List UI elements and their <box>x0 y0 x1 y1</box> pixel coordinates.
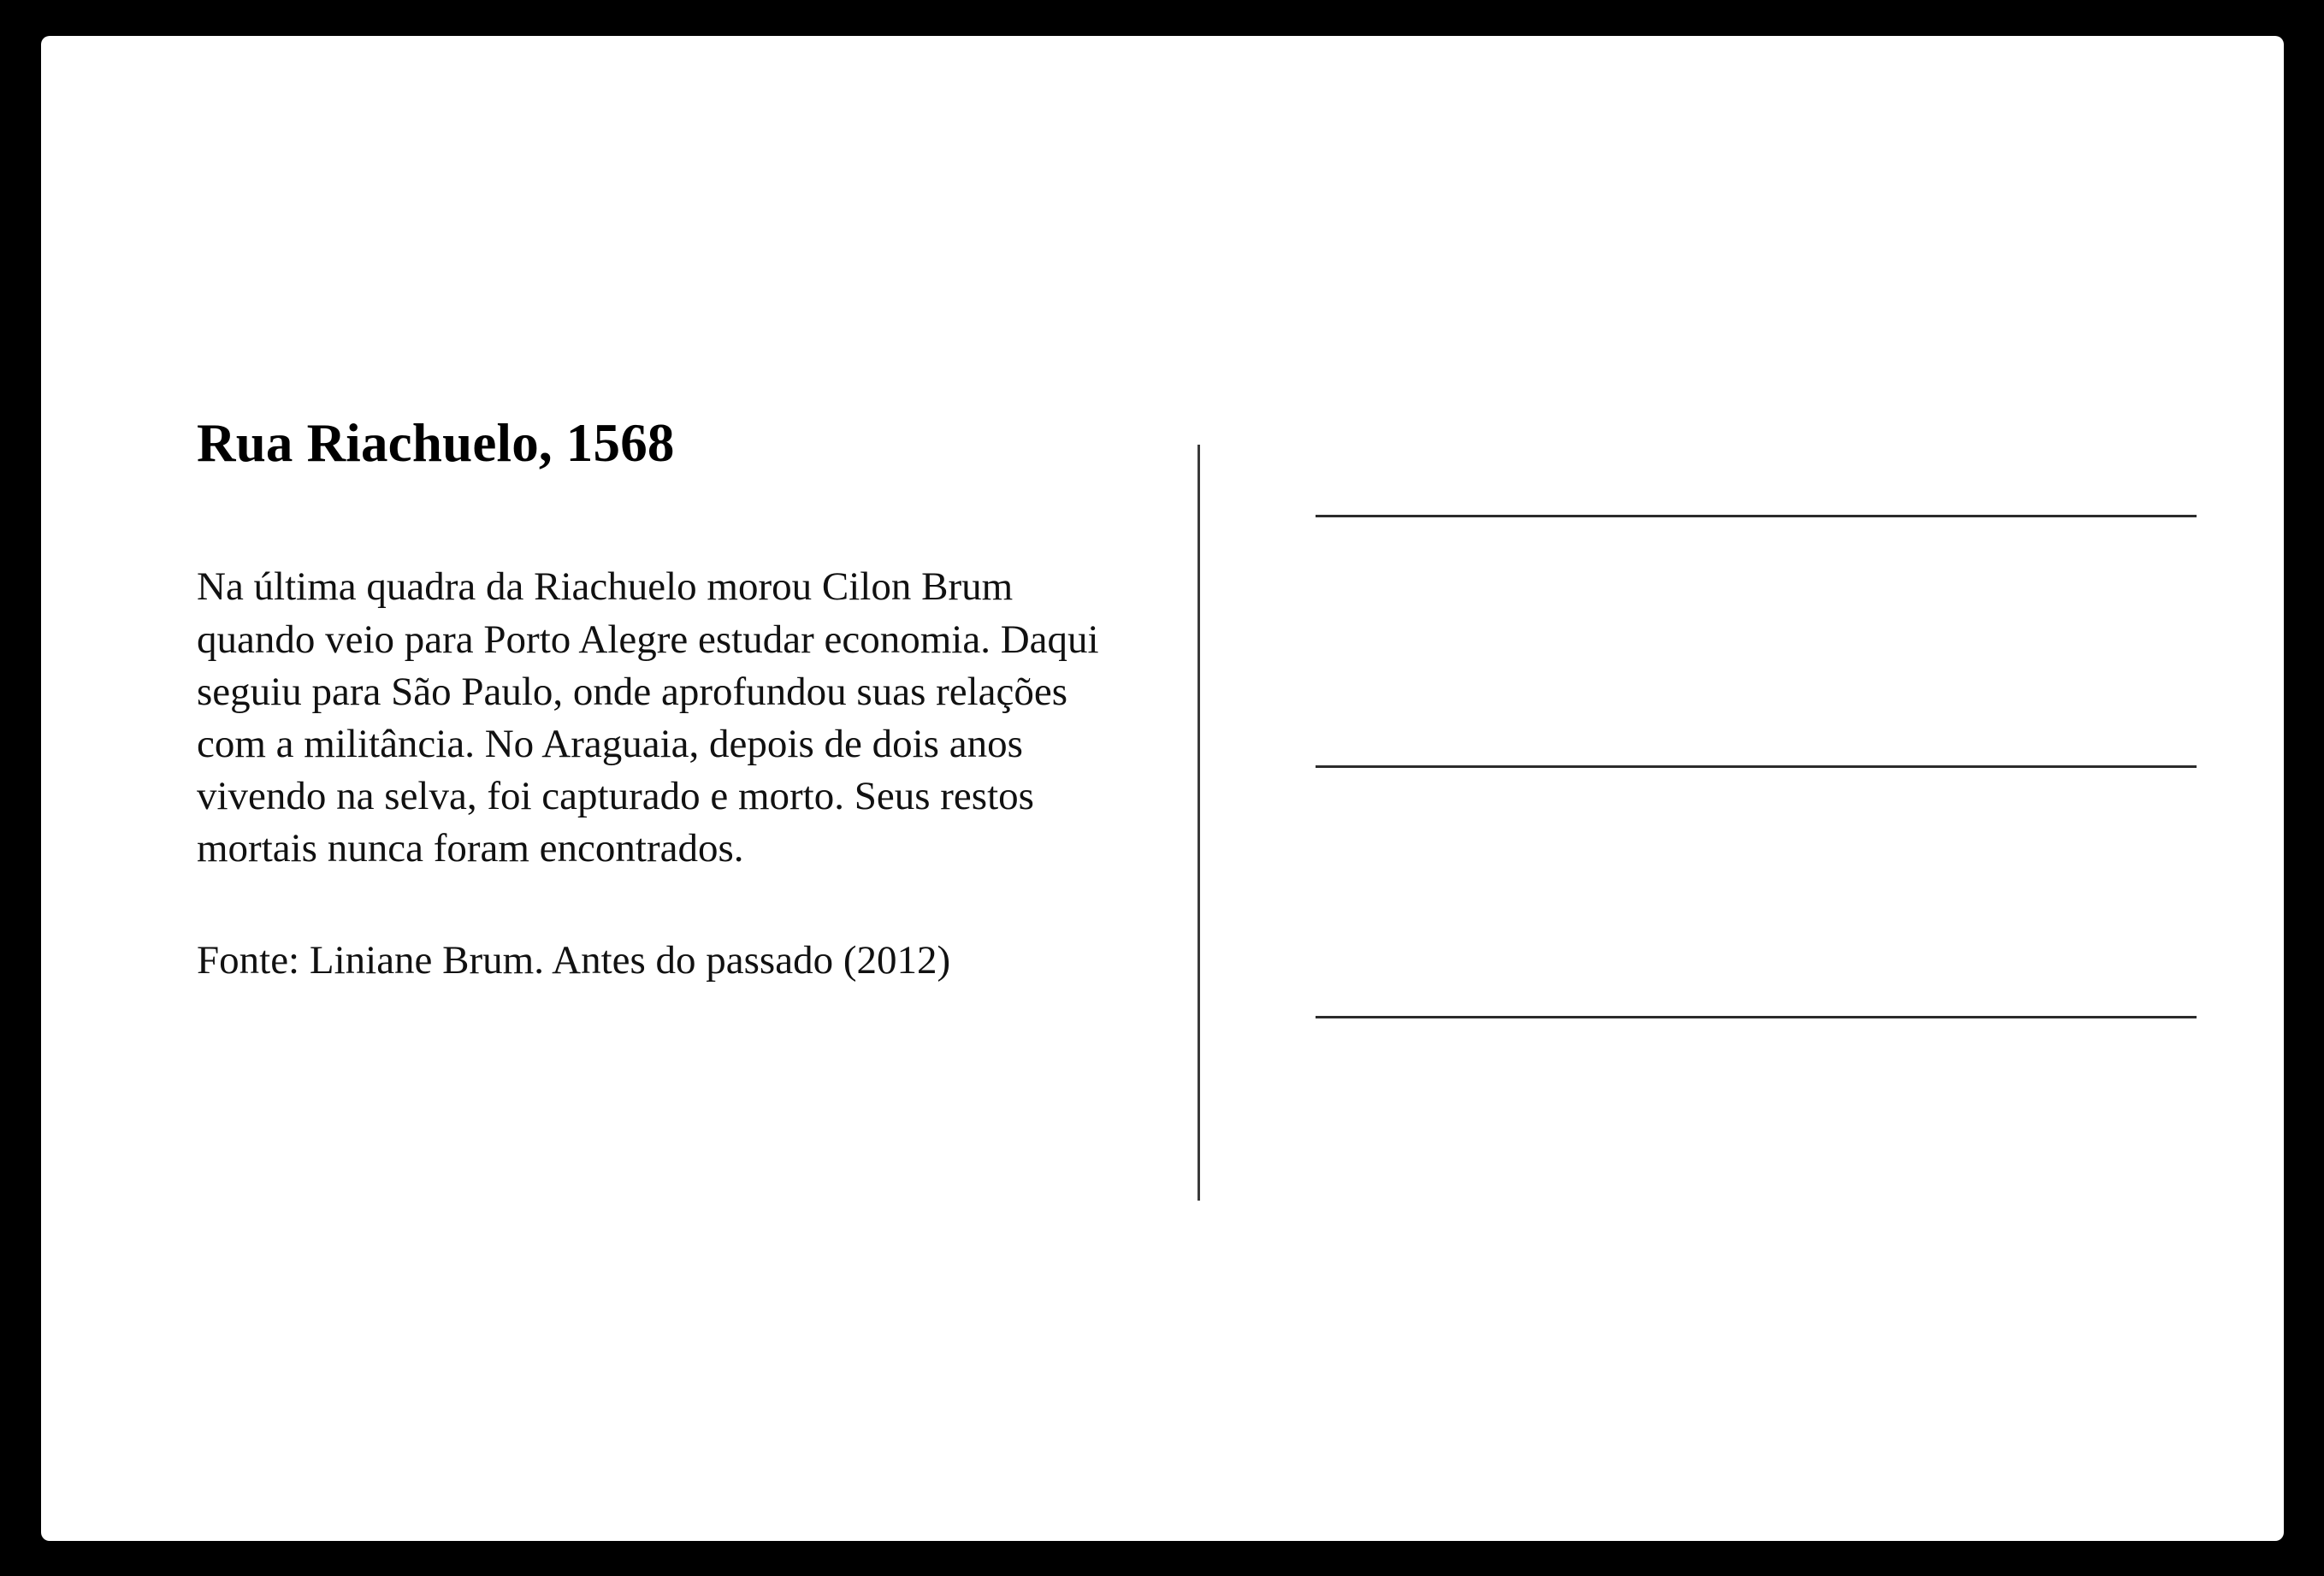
page-title: Rua Riachuelo, 1568 <box>197 413 675 473</box>
vertical-divider <box>1197 445 1200 1201</box>
postcard-content <box>41 36 2284 1541</box>
address-spacer-2 <box>1316 768 2197 1016</box>
address-spacer-1 <box>1316 517 2197 765</box>
postcard-card <box>41 36 2284 1541</box>
postcard-body-text: Na última quadra da Riachuelo morou Cilon Brum quando veio para Porto Alegre estudar economia. Daqui seguiu para São Paulo, onde aprofundou suas relações com a militância. No Araguaia, depois de dois anos vivendo na selva, foi capturado e morto. Seus restos mortais nunca foram encontrados. <box>197 564 1099 871</box>
postcard-source-text: Fonte: Liniane Brum. Antes do passado (2012) <box>197 938 951 983</box>
address-line-3 <box>1316 1016 2197 1018</box>
message-panel <box>197 412 1138 987</box>
address-area <box>1316 515 2197 1018</box>
